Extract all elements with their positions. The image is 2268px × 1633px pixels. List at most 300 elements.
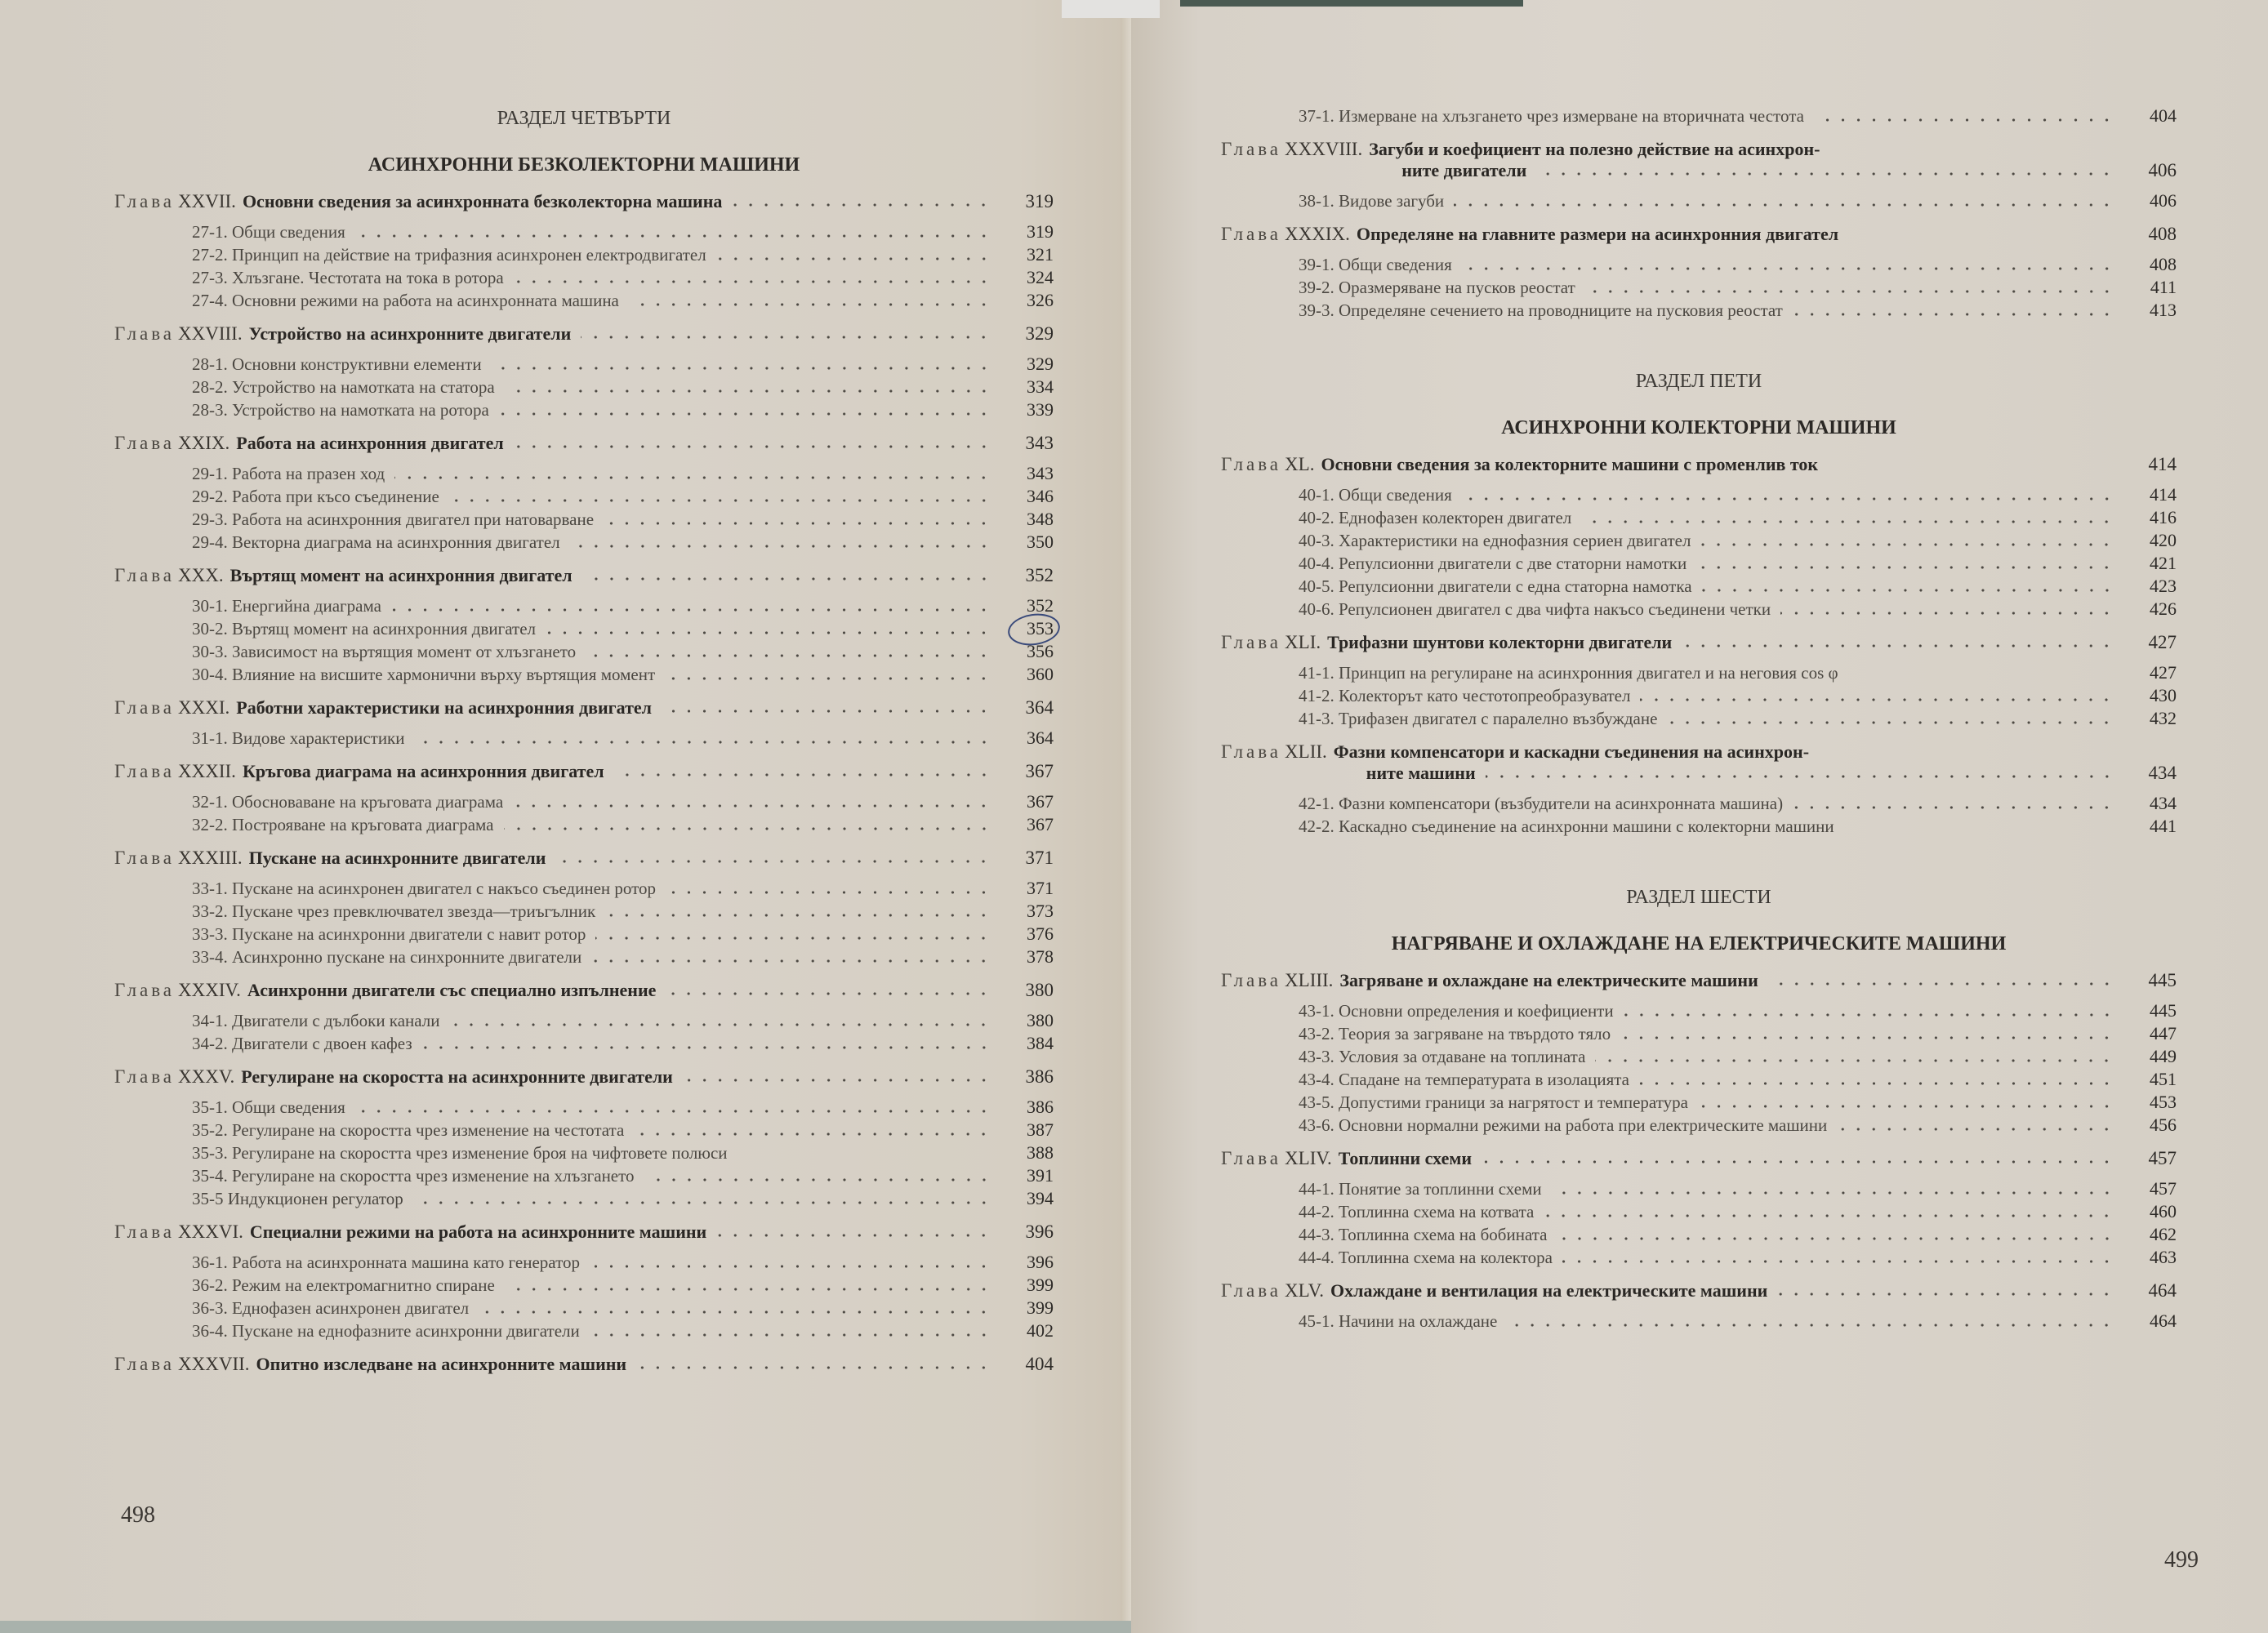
page-ref: 430 xyxy=(2150,685,2177,705)
section-title: АСИНХРОННИ КОЛЕКТОРНИ МАШИНИ xyxy=(1501,417,1896,438)
chapter-title-continuation xyxy=(1369,160,2177,181)
section-name: Топлинна схема на котвата xyxy=(1339,1202,1535,1221)
section-number: 29-2. xyxy=(192,487,228,506)
page-number: 499 xyxy=(2164,1547,2199,1573)
section-number: 40-4. xyxy=(1299,554,1335,573)
toc-chapter-entry xyxy=(1221,741,2177,784)
section-number: 36-2. xyxy=(192,1275,228,1295)
toc-section-entry xyxy=(192,790,1054,813)
section-number: 34-1. xyxy=(192,1011,228,1030)
section-name: Оразмеряване на пусков реостат xyxy=(1339,278,1575,297)
dot-leader xyxy=(505,1287,991,1292)
section-title-text xyxy=(192,1252,580,1274)
section-name: Еднофазен асинхронен двигател xyxy=(232,1298,470,1318)
section-number: 28-1. xyxy=(192,354,228,374)
section-title-text xyxy=(192,618,536,640)
page-ref: 388 xyxy=(1027,1142,1054,1163)
page-ref: 457 xyxy=(2148,1148,2177,1168)
section-title-text xyxy=(1299,300,1783,322)
chapter-title: Трифазни шунтови колекторни двигатели xyxy=(1327,632,1673,652)
dot-leader xyxy=(614,772,991,777)
dot-leader xyxy=(413,1200,991,1205)
section-title-text xyxy=(1299,685,1630,707)
toc-section-entry xyxy=(192,813,1054,836)
toc-section-entry xyxy=(192,877,1054,900)
section-title-text xyxy=(192,946,581,968)
page-ref: 453 xyxy=(2150,1092,2177,1112)
chapter-label: Глава xyxy=(114,565,176,585)
toc-section-entry xyxy=(192,508,1054,531)
toc-chapter-entry xyxy=(114,1066,1054,1088)
dot-leader xyxy=(1544,1213,2114,1218)
section-number: 35-5 xyxy=(192,1189,224,1208)
chapter-list xyxy=(1221,970,2177,1333)
toc-section-entry xyxy=(192,353,1054,376)
chapter-number: XLIII. xyxy=(1285,970,1334,990)
toc-section-entry xyxy=(1299,575,2177,598)
section-name: Начини на охлаждане xyxy=(1339,1311,1498,1331)
chapter-label: Глава xyxy=(1221,632,1282,652)
dot-leader xyxy=(449,498,991,503)
toc-section-entry xyxy=(192,266,1054,289)
page-ref: 387 xyxy=(1027,1119,1054,1140)
toc-section-entry xyxy=(192,1141,1054,1164)
section-title-text xyxy=(192,486,439,508)
section-number: 30-4. xyxy=(192,665,228,684)
chapter-title: Асинхронни двигатели със специално изпълнение xyxy=(247,980,657,1000)
toc-section-entry xyxy=(192,1009,1054,1032)
section-name: Работа при късо съединение xyxy=(232,487,439,506)
page-ref: 421 xyxy=(2150,553,2177,573)
page-ref: 339 xyxy=(1027,399,1054,420)
toc-section-entry xyxy=(1299,1091,2177,1114)
toc-chapter-entry xyxy=(114,323,1054,345)
chapter-title: Кръгова диаграма на асинхронния двигател xyxy=(242,761,604,781)
section-name: Видове характеристики xyxy=(232,728,405,748)
page-ref: 445 xyxy=(2148,970,2177,990)
chapter-label: Глава xyxy=(1221,741,1282,762)
dot-leader xyxy=(546,630,991,635)
section-list xyxy=(1221,1177,2177,1269)
section-number: 36-3. xyxy=(192,1298,228,1318)
chapter-number: XXXVII. xyxy=(178,1354,250,1374)
section-list xyxy=(1221,253,2177,322)
section-name: Измерване на хлъзгането чрез измерване на вторичната честота xyxy=(1339,106,1804,126)
dot-leader xyxy=(1768,981,2114,986)
section-name: Енергийна диаграма xyxy=(232,596,381,616)
section-list xyxy=(114,1009,1054,1055)
section-name: Двигатели с дълбоки канали xyxy=(232,1011,440,1030)
section-number: 32-2. xyxy=(192,815,228,834)
toc-section-entry xyxy=(192,923,1054,946)
dot-leader xyxy=(665,676,991,681)
section-title-text xyxy=(1299,254,1452,276)
section-list xyxy=(114,353,1054,421)
dot-leader xyxy=(716,1233,991,1238)
dot-leader xyxy=(492,366,991,371)
section-number: 43-5. xyxy=(1299,1092,1335,1112)
section-number: 44-3. xyxy=(1299,1225,1335,1244)
dot-leader xyxy=(1482,1159,2114,1164)
page-ref: 406 xyxy=(2150,190,2177,211)
chapter-label: Глава xyxy=(114,697,176,718)
toc-section-entry xyxy=(192,485,1054,508)
chapter-title: Основни сведения за асинхронната безколекторна машина xyxy=(242,191,723,211)
section-title-text xyxy=(1299,1092,1688,1114)
chapter-label: Глава xyxy=(1221,1148,1282,1168)
section-number: 45-1. xyxy=(1299,1311,1335,1331)
section-title-text xyxy=(192,463,385,485)
toc-chapter-entry xyxy=(1221,1280,2177,1302)
section-number: 40-5. xyxy=(1299,576,1335,596)
section-title-text xyxy=(192,1119,624,1141)
toc-chapter-entry xyxy=(114,565,1054,586)
section-title-text xyxy=(192,791,503,813)
dot-leader xyxy=(1507,1323,2114,1328)
page-ref: 414 xyxy=(2150,484,2177,505)
dot-leader xyxy=(1562,1259,2114,1264)
dot-leader xyxy=(595,936,991,941)
dot-leader xyxy=(644,1177,991,1182)
page-ref: 356 xyxy=(1027,641,1054,661)
dot-leader xyxy=(1454,202,2114,207)
dot-leader xyxy=(1585,289,2114,294)
page-ref: 367 xyxy=(1027,791,1054,812)
toc-section-entry xyxy=(1299,483,2177,506)
page-ref: 373 xyxy=(1027,901,1054,921)
toc-section-entry xyxy=(192,398,1054,421)
chapter-title-block xyxy=(1369,139,2177,181)
chapter-title: Основни сведения за колекторните машини с променлив ток xyxy=(1321,454,1819,474)
chapter-title-cont: ните машини xyxy=(1366,763,1476,783)
section-number: 27-3. xyxy=(192,268,228,287)
section-number: 40-6. xyxy=(1299,599,1335,619)
chapter-title-continuation xyxy=(1334,763,2177,784)
dot-leader xyxy=(590,1333,991,1337)
left-page-toc xyxy=(114,100,1054,1375)
chapter-number: XXIX. xyxy=(178,433,230,453)
section-number: 33-4. xyxy=(192,947,228,967)
section-number: 33-2. xyxy=(192,901,228,921)
page-ref: 371 xyxy=(1025,848,1054,868)
chapter-title: Регулиране на скоростта на асинхронните двигатели xyxy=(241,1066,673,1087)
chapter-label: Глава xyxy=(1221,454,1282,474)
toc-section-entry xyxy=(192,640,1054,663)
toc-section-entry xyxy=(192,617,1054,640)
section-number: 43-3. xyxy=(1299,1047,1335,1066)
toc-section-entry xyxy=(192,1032,1054,1055)
section-number: 40-3. xyxy=(1299,531,1335,550)
section-name: Хлъзгане. Честотата на тока в ротора xyxy=(232,268,504,287)
section-number: 27-2. xyxy=(192,245,228,265)
right-page xyxy=(1131,0,2268,1633)
section-name: Понятие за топлинни схеми xyxy=(1339,1179,1542,1199)
chapter-title: Работа на асинхронния двигател xyxy=(236,433,504,453)
section-number: 28-2. xyxy=(192,377,228,397)
section-title-text xyxy=(1299,1224,1548,1246)
toc-section-entry xyxy=(192,727,1054,750)
section-number: 44-2. xyxy=(1299,1202,1335,1221)
section-name: Пускане на еднофазните асинхронни двигатели xyxy=(232,1321,580,1341)
dot-leader xyxy=(582,576,991,581)
section-title-text xyxy=(1299,190,1444,212)
section-name: Теория за загряване на твърдото тяло xyxy=(1339,1024,1611,1043)
dot-leader xyxy=(634,1132,991,1137)
section-title-text xyxy=(192,376,495,398)
section-list xyxy=(1221,999,2177,1137)
section-name: Построяване на кръговата диаграма xyxy=(232,815,494,834)
toc-section-entry xyxy=(1299,1022,2177,1045)
dot-leader xyxy=(1462,496,2114,501)
dot-leader xyxy=(1462,266,2114,271)
chapter-number: XXXVIII. xyxy=(1285,139,1363,159)
chapter-label: Глава xyxy=(114,1066,176,1087)
dot-leader xyxy=(1702,588,2114,593)
chapter-label: Глава xyxy=(114,848,176,868)
section-title-text xyxy=(192,728,405,750)
section-name: Зависимост на въртящия момент от хлъзгането xyxy=(232,642,577,661)
section-label: РАЗДЕЛ ШЕСТИ xyxy=(1626,887,1771,908)
page-ref: 352 xyxy=(1027,595,1054,616)
chapter-label: Глава xyxy=(1221,1280,1282,1301)
section-title-text xyxy=(192,641,576,663)
toc-section-entry xyxy=(192,1164,1054,1187)
section-title-text xyxy=(1299,1247,1553,1269)
section-number: 39-2. xyxy=(1299,278,1335,297)
page-ref: 449 xyxy=(2150,1046,2177,1066)
chapter-number: XL. xyxy=(1285,454,1315,474)
chapter-number: XXVIII. xyxy=(178,323,243,344)
toc-chapter-entry xyxy=(114,697,1054,719)
toc-section-entry xyxy=(192,663,1054,686)
page-ref: 396 xyxy=(1027,1252,1054,1272)
dot-leader xyxy=(1682,643,2114,648)
page-ref: 352 xyxy=(1025,565,1054,585)
section-title-text xyxy=(1299,793,1783,815)
section-title-text xyxy=(1299,1023,1611,1045)
toc-chapter-entry xyxy=(114,761,1054,782)
section-title-text xyxy=(192,1033,412,1055)
dot-leader xyxy=(666,890,991,895)
section-name: Топлинна схема на колектора xyxy=(1339,1248,1553,1267)
page-ref: 399 xyxy=(1027,1275,1054,1295)
section-name: Основни нормални режими на работа при електрическите машини xyxy=(1339,1115,1828,1135)
page-ref: 334 xyxy=(1027,376,1054,397)
chapter-label: Глава xyxy=(114,191,176,211)
section-number: 35-2. xyxy=(192,1120,228,1140)
section-name: Влияние на висшите хармонични върху въртящия момент xyxy=(232,665,656,684)
section-title-text xyxy=(192,532,560,554)
page-ref: 391 xyxy=(1027,1165,1054,1186)
section-list xyxy=(1221,792,2177,838)
dot-leader xyxy=(1486,774,2114,779)
section-name: Двигатели с двоен кафез xyxy=(232,1034,412,1053)
section-name: Пускане на асинхронен двигател с накъсо съединен ротор xyxy=(232,879,657,898)
toc-section-entry xyxy=(1299,792,2177,815)
chapter-title: Топлинни схеми xyxy=(1338,1148,1473,1168)
chapter-title-cont: ните двигатели xyxy=(1401,160,1527,180)
dot-leader xyxy=(629,302,991,307)
section-title-text xyxy=(192,923,586,946)
toc-chapter-entry xyxy=(114,433,1054,454)
section-number: 28-3. xyxy=(192,400,228,420)
section-title-text xyxy=(192,1320,580,1342)
section-title-text xyxy=(1299,662,1838,684)
page-ref: 329 xyxy=(1027,354,1054,374)
toc-chapter-entry xyxy=(114,848,1054,869)
section-name: Фазни компенсатори (възбудители на асинхронната машина) xyxy=(1339,794,1784,813)
section-title-text xyxy=(192,1010,439,1032)
section-name: Топлинна схема на бобината xyxy=(1339,1225,1548,1244)
section-number: 29-4. xyxy=(192,532,228,552)
section-list xyxy=(114,220,1054,312)
page-ref: 319 xyxy=(1025,191,1054,211)
section-title-text xyxy=(192,1188,403,1210)
section-name: Видове загуби xyxy=(1339,191,1445,211)
page-ref: 434 xyxy=(2150,793,2177,813)
toc-section-entry xyxy=(192,1274,1054,1297)
chapter-list xyxy=(1221,454,2177,838)
page-ref: 360 xyxy=(1027,664,1054,684)
chapter-number: XXXIV. xyxy=(178,980,241,1000)
section-title-text xyxy=(1299,1178,1542,1200)
section-list xyxy=(1221,1310,2177,1333)
continued-sections xyxy=(1221,105,2177,127)
section-number: 33-1. xyxy=(192,879,228,898)
chapter-label: Глава xyxy=(114,980,176,1000)
dot-leader xyxy=(555,859,991,864)
page-ref: 445 xyxy=(2150,1000,2177,1021)
section-title-text xyxy=(1299,105,1804,127)
toc-section-entry xyxy=(192,900,1054,923)
toc-section-entry xyxy=(1299,299,2177,322)
section-name: Векторна диаграма на асинхронния двигател xyxy=(232,532,560,552)
chapter-title: Пускане на асинхронните двигатели xyxy=(248,848,546,868)
toc-chapter-entry xyxy=(1221,970,2177,991)
chapter-title-line xyxy=(1369,139,2177,160)
chapter-label: Глава xyxy=(114,1354,176,1374)
section-title-text xyxy=(1299,598,1771,621)
page-ref: 399 xyxy=(1027,1297,1054,1318)
toc-section-entry xyxy=(192,1096,1054,1119)
section-name: Условия за отдаване на топлината xyxy=(1339,1047,1586,1066)
dot-leader xyxy=(1536,171,2114,176)
section-name: Индукционен регулатор xyxy=(227,1189,403,1208)
dot-leader xyxy=(1667,720,2114,725)
section-list xyxy=(1221,483,2177,621)
toc-section-entry xyxy=(192,220,1054,243)
section-name: Асинхронно пускане на синхронните двигатели xyxy=(232,947,582,967)
page-ref: 394 xyxy=(1027,1188,1054,1208)
section-title-text xyxy=(192,221,345,243)
toc-section-entry xyxy=(1299,105,2177,127)
chapter-number: XXXIII. xyxy=(178,848,243,868)
toc-section-entry xyxy=(192,1297,1054,1319)
chapter-label: Глава xyxy=(1221,139,1282,159)
section-list xyxy=(114,462,1054,554)
dot-leader xyxy=(604,521,991,526)
toc-section-entry xyxy=(192,594,1054,617)
toc-section-entry xyxy=(192,243,1054,266)
chapter-title: Определяне на главните размери на асинхронния двигател xyxy=(1356,224,1839,244)
chapter-number: XXXII. xyxy=(178,761,236,781)
right-page-toc xyxy=(1221,105,2177,1333)
section-name: Пускане на асинхронни двигатели с навит ротор xyxy=(232,924,586,944)
section-title-text xyxy=(1299,1000,1614,1022)
section-title-text xyxy=(192,1097,345,1119)
chapter-title: Работни характеристики на асинхронния двигател xyxy=(236,697,652,718)
page-ref: 462 xyxy=(2150,1224,2177,1244)
section-name: Общи сведения xyxy=(1339,485,1452,505)
dot-leader xyxy=(514,279,991,284)
dot-leader xyxy=(1814,118,2114,122)
section-number: 41-3. xyxy=(1299,709,1335,728)
section-title-text xyxy=(1299,576,1692,598)
chapter-label: Глава xyxy=(114,433,176,453)
section-title-text xyxy=(1299,1069,1629,1091)
page-ref: 411 xyxy=(2150,277,2177,297)
section-number: 32-1. xyxy=(192,792,228,812)
section-title-text xyxy=(1299,553,1687,575)
page-ref: 329 xyxy=(1025,323,1054,344)
section-number: 38-1. xyxy=(1299,191,1335,211)
section-label: РАЗДЕЛ ПЕТИ xyxy=(1635,371,1762,392)
section-number: 29-1. xyxy=(192,464,228,483)
section-number: 39-1. xyxy=(1299,255,1335,274)
section-number: 31-1. xyxy=(192,728,228,748)
toc-chapter-entry xyxy=(1221,632,2177,653)
chapter-label: Глава xyxy=(114,323,176,344)
chapter-label: Глава xyxy=(1221,970,1282,990)
dot-leader xyxy=(1698,1104,2114,1109)
section-name: Спадане на температурата в изолацията xyxy=(1339,1070,1629,1089)
toc-section-entry xyxy=(192,1251,1054,1274)
section-number: 40-1. xyxy=(1299,485,1335,505)
section-list xyxy=(114,790,1054,836)
toc-section-entry xyxy=(1299,1068,2177,1091)
section-title-text xyxy=(192,267,504,289)
dot-leader xyxy=(1620,1035,2114,1040)
section-number: 37-1. xyxy=(1299,106,1335,126)
page-ref: 457 xyxy=(2150,1178,2177,1199)
chapter-label: Глава xyxy=(1221,224,1282,244)
page-ref: 380 xyxy=(1027,1010,1054,1030)
toc-chapter-entry xyxy=(1221,1148,2177,1169)
section-list xyxy=(114,877,1054,968)
section-number: 43-2. xyxy=(1299,1024,1335,1043)
chapter-title-block xyxy=(1334,741,2177,784)
toc-section-entry xyxy=(1299,1223,2177,1246)
section-title-text xyxy=(192,664,655,686)
section-list xyxy=(114,727,1054,750)
background-edge xyxy=(1062,0,1160,18)
toc-chapter-entry xyxy=(1221,454,2177,475)
dot-leader xyxy=(355,234,991,238)
page-ref: 380 xyxy=(1025,980,1054,1000)
page-ref: 346 xyxy=(1027,486,1054,506)
section-title-text xyxy=(1299,1201,1534,1223)
section-title-text xyxy=(1299,530,1691,552)
section-number: 42-1. xyxy=(1299,794,1335,813)
book-cover-edge xyxy=(1180,0,1523,7)
section-name: Работа на асинхронната машина като генератор xyxy=(232,1253,580,1272)
section-title-text xyxy=(192,1142,728,1164)
toc-section-entry xyxy=(1299,253,2177,276)
chapter-title: Загуби и коефициент на полезно действие на асинхрон- xyxy=(1369,139,1820,159)
page-ref: 427 xyxy=(2148,632,2177,652)
toc-section-entry xyxy=(1299,1200,2177,1223)
chapter-number: XLII. xyxy=(1285,741,1327,762)
